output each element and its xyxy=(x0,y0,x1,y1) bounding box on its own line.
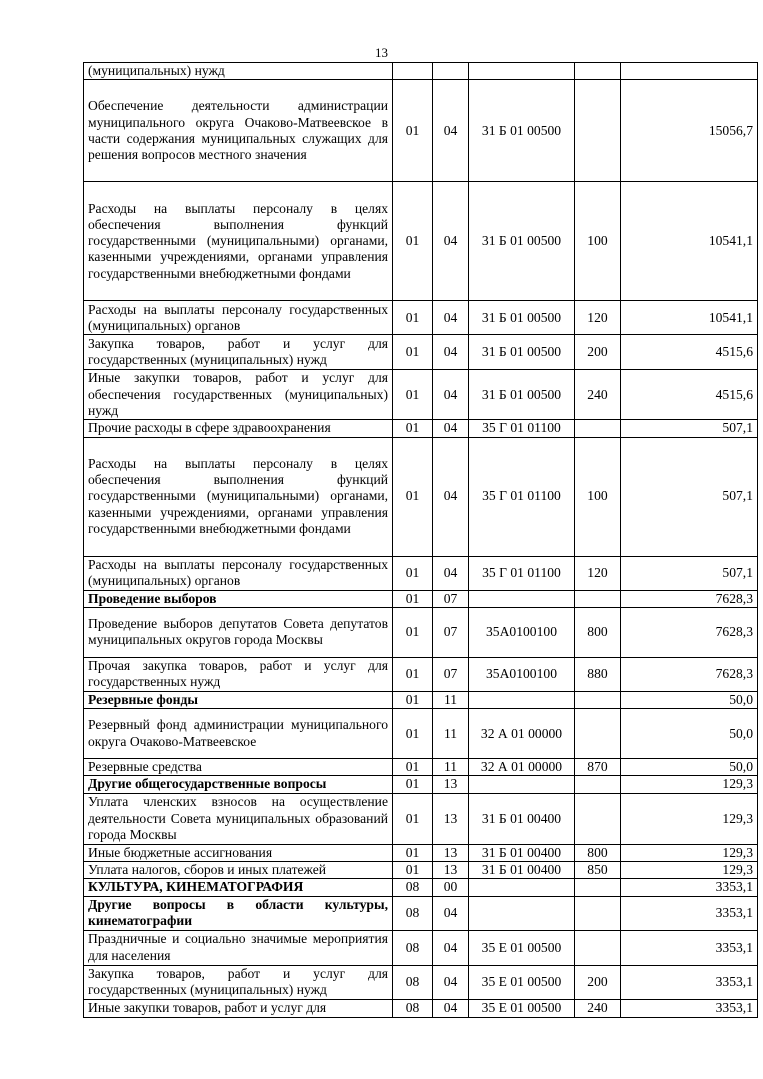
amount-cell: 50,0 xyxy=(621,709,758,759)
target-article-code-cell xyxy=(469,691,575,708)
subsection-code-cell xyxy=(433,63,469,80)
row-name-cell: (муниципальных) нужд xyxy=(84,63,393,80)
expense-type-code-cell xyxy=(575,709,621,759)
amount-cell: 3353,1 xyxy=(621,896,758,930)
expense-type-code-cell xyxy=(575,776,621,793)
table-row xyxy=(84,793,758,844)
expense-type-code-cell: 850 xyxy=(575,862,621,879)
table-row xyxy=(84,80,758,182)
table-row xyxy=(84,420,758,437)
table-row xyxy=(84,437,758,556)
expense-type-code-cell: 870 xyxy=(575,759,621,776)
subsection-code-cell: 04 xyxy=(433,80,469,182)
section-code-cell: 01 xyxy=(393,691,433,708)
amount-cell: 3353,1 xyxy=(621,999,758,1017)
row-name-cell: Расходы на выплаты персоналу в целях обеспечения выполнения функций государственными (муниципальными) органами, казенными учреждениями, органами управления государственными внебюджетными фондами xyxy=(84,437,393,556)
amount-cell: 129,3 xyxy=(621,862,758,879)
target-article-code-cell: 31 Б 01 00500 xyxy=(469,80,575,182)
budget-table-body xyxy=(84,63,758,1018)
table-row xyxy=(84,63,758,80)
subsection-code-cell: 11 xyxy=(433,759,469,776)
expense-type-code-cell xyxy=(575,590,621,607)
budget-table xyxy=(83,62,758,1018)
section-code-cell: 08 xyxy=(393,879,433,896)
expense-type-code-cell xyxy=(575,691,621,708)
target-article-code-cell: 35 Г 01 01100 xyxy=(469,556,575,590)
row-name-cell: Закупка товаров, работ и услуг для государственных (муниципальных) нужд xyxy=(84,965,393,999)
expense-type-code-cell: 120 xyxy=(575,301,621,335)
section-code-cell xyxy=(393,63,433,80)
row-name-cell: Иные закупки товаров, работ и услуг для xyxy=(84,999,393,1017)
expense-type-code-cell xyxy=(575,420,621,437)
amount-cell: 50,0 xyxy=(621,691,758,708)
section-code-cell: 01 xyxy=(393,657,433,691)
amount-cell: 507,1 xyxy=(621,556,758,590)
section-code-cell: 01 xyxy=(393,370,433,420)
table-row xyxy=(84,607,758,657)
amount-cell: 50,0 xyxy=(621,759,758,776)
expense-type-code-cell xyxy=(575,80,621,182)
table-row xyxy=(84,182,758,301)
table-row xyxy=(84,930,758,965)
target-article-code-cell xyxy=(469,590,575,607)
section-code-cell: 01 xyxy=(393,776,433,793)
expense-type-code-cell: 200 xyxy=(575,965,621,999)
section-code-cell: 08 xyxy=(393,999,433,1017)
subsection-code-cell: 04 xyxy=(433,335,469,370)
target-article-code-cell: 31 Б 01 00500 xyxy=(469,182,575,301)
expense-type-code-cell: 100 xyxy=(575,437,621,556)
row-name-cell: Другие вопросы в области культуры, кинематографии xyxy=(84,896,393,930)
subsection-code-cell: 13 xyxy=(433,844,469,861)
table-row xyxy=(84,844,758,861)
target-article-code-cell: 35 Г 01 01100 xyxy=(469,420,575,437)
target-article-code-cell: 31 Б 01 00400 xyxy=(469,844,575,861)
target-article-code-cell xyxy=(469,63,575,80)
subsection-code-cell: 04 xyxy=(433,999,469,1017)
subsection-code-cell: 11 xyxy=(433,691,469,708)
section-code-cell: 01 xyxy=(393,335,433,370)
section-code-cell: 01 xyxy=(393,182,433,301)
row-name-cell: КУЛЬТУРА, КИНЕМАТОГРАФИЯ xyxy=(84,879,393,896)
row-name-cell: Резервный фонд администрации муниципального округа Очаково-Матвеевское xyxy=(84,709,393,759)
subsection-code-cell: 13 xyxy=(433,862,469,879)
table-row xyxy=(84,657,758,691)
row-name-cell: Обеспечение деятельности администрации муниципального округа Очаково-Матвеевское в части содержания муниципальных служащих для решения вопросов местного значения xyxy=(84,80,393,182)
row-name-cell: Прочие расходы в сфере здравоохранения xyxy=(84,420,393,437)
table-row xyxy=(84,776,758,793)
subsection-code-cell: 13 xyxy=(433,793,469,844)
subsection-code-cell: 07 xyxy=(433,590,469,607)
row-name-cell: Проведение выборов депутатов Совета депутатов муниципальных округов города Москвы xyxy=(84,607,393,657)
amount-cell: 129,3 xyxy=(621,844,758,861)
table-row xyxy=(84,896,758,930)
subsection-code-cell: 04 xyxy=(433,556,469,590)
row-name-cell: Резервные фонды xyxy=(84,691,393,708)
row-name-cell: Расходы на выплаты персоналу в целях обеспечения выполнения функций государственными (муниципальными) органами, казенными учреждениями, органами управления государственными внебюджетными фондами xyxy=(84,182,393,301)
amount-cell: 10541,1 xyxy=(621,301,758,335)
target-article-code-cell: 31 Б 01 00500 xyxy=(469,370,575,420)
table-row xyxy=(84,370,758,420)
expense-type-code-cell: 200 xyxy=(575,335,621,370)
expense-type-code-cell: 800 xyxy=(575,844,621,861)
table-row xyxy=(84,556,758,590)
row-name-cell: Уплата налогов, сборов и иных платежей xyxy=(84,862,393,879)
amount-cell: 4515,6 xyxy=(621,370,758,420)
table-row xyxy=(84,879,758,896)
row-name-cell: Уплата членских взносов на осуществление деятельности Совета муниципальных образований города Москвы xyxy=(84,793,393,844)
row-name-cell: Расходы на выплаты персоналу государственных (муниципальных) органов xyxy=(84,301,393,335)
subsection-code-cell: 07 xyxy=(433,657,469,691)
target-article-code-cell: 31 Б 01 00400 xyxy=(469,862,575,879)
row-name-cell: Иные закупки товаров, работ и услуг для обеспечения государственных (муниципальных) нужд xyxy=(84,370,393,420)
table-row xyxy=(84,301,758,335)
target-article-code-cell: 35А0100100 xyxy=(469,657,575,691)
amount-cell: 129,3 xyxy=(621,793,758,844)
row-name-cell: Расходы на выплаты персоналу государственных (муниципальных) органов xyxy=(84,556,393,590)
table-row xyxy=(84,759,758,776)
target-article-code-cell: 31 Б 01 00400 xyxy=(469,793,575,844)
amount-cell: 7628,3 xyxy=(621,590,758,607)
row-name-cell: Резервные средства xyxy=(84,759,393,776)
amount-cell: 507,1 xyxy=(621,437,758,556)
table-row xyxy=(84,335,758,370)
expense-type-code-cell: 240 xyxy=(575,370,621,420)
section-code-cell: 01 xyxy=(393,437,433,556)
amount-cell: 129,3 xyxy=(621,776,758,793)
subsection-code-cell: 04 xyxy=(433,437,469,556)
row-name-cell: Другие общегосударственные вопросы xyxy=(84,776,393,793)
target-article-code-cell: 35 Е 01 00500 xyxy=(469,930,575,965)
section-code-cell: 01 xyxy=(393,844,433,861)
subsection-code-cell: 11 xyxy=(433,709,469,759)
target-article-code-cell xyxy=(469,776,575,793)
table-row xyxy=(84,965,758,999)
subsection-code-cell: 04 xyxy=(433,182,469,301)
subsection-code-cell: 04 xyxy=(433,370,469,420)
expense-type-code-cell xyxy=(575,63,621,80)
table-row xyxy=(84,691,758,708)
expense-type-code-cell: 240 xyxy=(575,999,621,1017)
subsection-code-cell: 04 xyxy=(433,965,469,999)
amount-cell: 3353,1 xyxy=(621,879,758,896)
target-article-code-cell: 32 А 01 00000 xyxy=(469,709,575,759)
target-article-code-cell: 32 А 01 00000 xyxy=(469,759,575,776)
expense-type-code-cell xyxy=(575,793,621,844)
section-code-cell: 01 xyxy=(393,709,433,759)
row-name-cell: Проведение выборов xyxy=(84,590,393,607)
section-code-cell: 08 xyxy=(393,930,433,965)
row-name-cell: Прочая закупка товаров, работ и услуг для государственных нужд xyxy=(84,657,393,691)
subsection-code-cell: 04 xyxy=(433,930,469,965)
amount-cell: 7628,3 xyxy=(621,657,758,691)
row-name-cell: Иные бюджетные ассигнования xyxy=(84,844,393,861)
target-article-code-cell xyxy=(469,879,575,896)
section-code-cell: 01 xyxy=(393,759,433,776)
subsection-code-cell: 04 xyxy=(433,301,469,335)
amount-cell: 15056,7 xyxy=(621,80,758,182)
target-article-code-cell xyxy=(469,896,575,930)
expense-type-code-cell: 800 xyxy=(575,607,621,657)
expense-type-code-cell xyxy=(575,879,621,896)
section-code-cell: 01 xyxy=(393,420,433,437)
subsection-code-cell: 04 xyxy=(433,896,469,930)
amount-cell: 4515,6 xyxy=(621,335,758,370)
section-code-cell: 08 xyxy=(393,896,433,930)
subsection-code-cell: 07 xyxy=(433,607,469,657)
amount-cell: 507,1 xyxy=(621,420,758,437)
row-name-cell: Закупка товаров, работ и услуг для государственных (муниципальных) нужд xyxy=(84,335,393,370)
target-article-code-cell: 35А0100100 xyxy=(469,607,575,657)
section-code-cell: 01 xyxy=(393,862,433,879)
section-code-cell: 08 xyxy=(393,965,433,999)
amount-cell: 3353,1 xyxy=(621,930,758,965)
expense-type-code-cell: 100 xyxy=(575,182,621,301)
target-article-code-cell: 35 Е 01 00500 xyxy=(469,965,575,999)
target-article-code-cell: 31 Б 01 00500 xyxy=(469,335,575,370)
section-code-cell: 01 xyxy=(393,590,433,607)
amount-cell: 10541,1 xyxy=(621,182,758,301)
section-code-cell: 01 xyxy=(393,556,433,590)
section-code-cell: 01 xyxy=(393,607,433,657)
subsection-code-cell: 13 xyxy=(433,776,469,793)
section-code-cell: 01 xyxy=(393,301,433,335)
section-code-cell: 01 xyxy=(393,80,433,182)
target-article-code-cell: 35 Е 01 00500 xyxy=(469,999,575,1017)
expense-type-code-cell: 880 xyxy=(575,657,621,691)
target-article-code-cell: 35 Г 01 01100 xyxy=(469,437,575,556)
page-number: 13 xyxy=(375,45,388,60)
amount-cell xyxy=(621,63,758,80)
target-article-code-cell: 31 Б 01 00500 xyxy=(469,301,575,335)
section-code-cell: 01 xyxy=(393,793,433,844)
table-row xyxy=(84,709,758,759)
expense-type-code-cell xyxy=(575,896,621,930)
expense-type-code-cell: 120 xyxy=(575,556,621,590)
table-row xyxy=(84,590,758,607)
subsection-code-cell: 00 xyxy=(433,879,469,896)
table-row xyxy=(84,862,758,879)
row-name-cell: Праздничные и социально значимые мероприятия для населения xyxy=(84,930,393,965)
subsection-code-cell: 04 xyxy=(433,420,469,437)
amount-cell: 7628,3 xyxy=(621,607,758,657)
table-row xyxy=(84,999,758,1017)
expense-type-code-cell xyxy=(575,930,621,965)
amount-cell: 3353,1 xyxy=(621,965,758,999)
